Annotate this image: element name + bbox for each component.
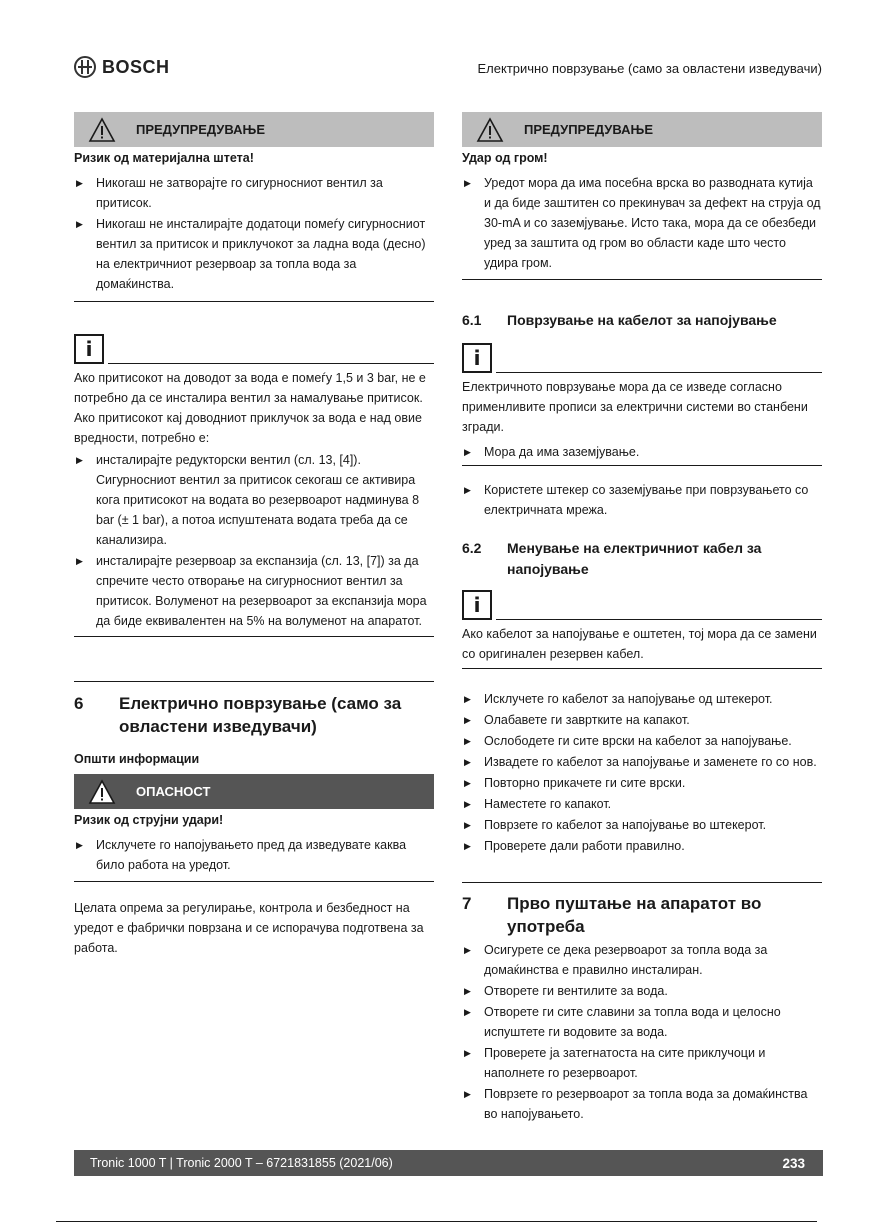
list-item: ▶ Ослободете ги сите врски на кабелот за напојување. bbox=[462, 731, 822, 751]
divider bbox=[74, 881, 434, 882]
list-item: ▶ Повторно прикачете ги сите врски. bbox=[462, 773, 822, 793]
warning-subtitle: Удар од гром! bbox=[462, 151, 548, 165]
left-column bbox=[74, 112, 434, 958]
info-header bbox=[74, 330, 434, 364]
list-item: ▶ Отворете ги вентилите за вода. bbox=[462, 981, 822, 1001]
list-item: ▶ Осигурете се дека резервоарот за топла вода за домаќинства е правилно инсталиран. bbox=[462, 940, 822, 980]
info-rule bbox=[496, 371, 822, 373]
warning-banner bbox=[74, 112, 434, 147]
list-item: ▶ Олабавете ги завртките на капакот. bbox=[462, 710, 822, 730]
info-text: Електричното поврзување мора да се изведе согласно применливите прописи за електрични системи во станбени згради. bbox=[462, 380, 808, 434]
section-heading bbox=[462, 538, 822, 580]
steps-list bbox=[462, 480, 822, 520]
section-heading bbox=[74, 692, 434, 738]
section-number: 6.2 bbox=[462, 540, 482, 556]
list-item: ▶ инсталирајте редукторски вентил (сл. 13, [4]). Сигурносниот вентил за притисок секогаш се активира кога притисокот на водата во резервоарот надминува 8 bar (± 1 bar), а потоа испуштената водата треба да се канализира. bbox=[74, 450, 434, 550]
list-item: ▶ Поврзете го резервоарот за топла вода за домаќинства во напојувањето. bbox=[462, 1084, 822, 1124]
subheading: Општи информации bbox=[74, 752, 200, 766]
section-heading bbox=[462, 892, 822, 938]
info-icon: i bbox=[74, 334, 104, 364]
info-list bbox=[74, 450, 434, 631]
list-item: ▶ Наместете го капакот. bbox=[462, 794, 822, 814]
closing-text: Целата опрема за регулирање, контрола и безбедност на уредот е фабрички поврзана и се испорачува подготвена за работа. bbox=[74, 901, 424, 955]
list-item: ▶ Исклучете го напојувањето пред да изведувате каква било работа на уредот. bbox=[74, 835, 434, 875]
page-header-title: Електрично поврзување (само за овластени изведувачи) bbox=[477, 61, 822, 76]
section-title: Прво пуштање на апаратот во употреба bbox=[507, 894, 762, 936]
section-number: 6 bbox=[74, 694, 84, 713]
page-number: 233 bbox=[782, 1155, 805, 1171]
list-item: ▶ Извадете го кабелот за напојување и заменете го со нов. bbox=[462, 752, 822, 772]
list-item: ▶ Исклучете го кабелот за напојување од штекерот. bbox=[462, 689, 822, 709]
list-item: ▶ Проверете ја затегнатоста на сите приклучоци и наполнете го резервоарот. bbox=[462, 1043, 822, 1083]
danger-subtitle: Ризик од струјни удари! bbox=[74, 813, 224, 827]
divider bbox=[462, 668, 822, 669]
list-item: ▶ Проверете дали работи правилно. bbox=[462, 836, 822, 856]
list-item: ▶ Користете штекер со заземјување при поврзувањето со електричната мрежа. bbox=[462, 480, 822, 520]
page-footer bbox=[74, 1150, 823, 1176]
list-item: ▶ Поврзете го кабелот за напојување во штекерот. bbox=[462, 815, 822, 835]
divider bbox=[74, 681, 434, 682]
divider bbox=[462, 882, 822, 883]
steps-list bbox=[462, 689, 822, 856]
info-text: Ако притисокот на доводот за вода е помеѓу 1,5 и 3 bar, не е потребно да се инсталира вентил за намалување притисок. Ако притисокот кај доводниот приклучок за вода е над овие вредности, потребно е: bbox=[74, 371, 426, 445]
info-text: Ако кабелот за напојување е оштетен, тој мора да се замени со оригинален резервен кабел. bbox=[462, 627, 817, 661]
danger-label: ОПАСНОСТ bbox=[136, 784, 211, 799]
divider bbox=[462, 465, 822, 466]
info-icon: i bbox=[462, 343, 492, 373]
info-rule bbox=[496, 618, 822, 620]
right-column bbox=[462, 112, 822, 1125]
danger-triangle-icon bbox=[88, 779, 116, 805]
section-title: Електрично поврзување (само за овластени изведувачи) bbox=[119, 694, 402, 736]
section-number: 6.1 bbox=[462, 312, 482, 328]
section-title: Менување на електричниот кабел за напојување bbox=[507, 540, 762, 577]
footer-text: Tronic 1000 T | Tronic 2000 T – 6721831855 (2021/06) bbox=[90, 1156, 393, 1170]
divider bbox=[462, 279, 822, 280]
list-item: ▶ Никогаш не инсталирајте додатоци помеѓу сигурносниот вентил за притисок и приклучокот за ладна вода (десно) на електричниот резервоар за топла вода за домаќинства. bbox=[74, 214, 434, 294]
section-number: 7 bbox=[462, 894, 472, 913]
section-title: Поврзување на кабелот за напојување bbox=[507, 312, 777, 328]
info-header bbox=[462, 586, 822, 620]
warning-list bbox=[462, 173, 822, 273]
danger-banner bbox=[74, 774, 434, 809]
danger-list bbox=[74, 835, 434, 875]
warning-subtitle: Ризик од материјална штета! bbox=[74, 151, 254, 165]
section-heading bbox=[462, 310, 822, 331]
info-icon: i bbox=[462, 590, 492, 620]
warning-triangle-icon bbox=[476, 117, 504, 143]
list-item: ▶ Мора да има заземјување. bbox=[462, 442, 822, 462]
divider bbox=[74, 301, 434, 302]
list-item: ▶ Уредот мора да има посебна врска во разводната кутија и да биде заштитен со прекинувач за дефект на струја од 30-mA и со заземјување. Исто така, мора да се обезбеди уред за заштита од гром во области каде што често удира гром. bbox=[462, 173, 822, 273]
warning-banner bbox=[462, 112, 822, 147]
warning-label: ПРЕДУПРЕДУВАЊЕ bbox=[136, 122, 265, 137]
warning-list bbox=[74, 173, 434, 294]
bottom-divider bbox=[56, 1221, 817, 1222]
bosch-armature-icon bbox=[74, 56, 96, 78]
list-item: ▶ Никогаш не затворајте го сигурносниот вентил за притисок. bbox=[74, 173, 434, 213]
list-item: ▶ инсталирајте резервоар за експанзија (сл. 13, [7]) за да спречите често отворање на сигурносниот вентил за притисок. Волуменот на резервоарот за експанзија мора да биде еквивалентен на 5% на волуменот на апаратот. bbox=[74, 551, 434, 631]
info-header bbox=[462, 339, 822, 373]
info-list bbox=[462, 442, 822, 462]
info-rule bbox=[108, 362, 434, 364]
steps-list bbox=[462, 940, 822, 1124]
brand-name: BOSCH bbox=[102, 56, 170, 77]
warning-label: ПРЕДУПРЕДУВАЊЕ bbox=[524, 122, 653, 137]
bosch-logo bbox=[74, 56, 170, 78]
list-item: ▶ Отворете ги сите славини за топла вода и целосно испуштете ги водовите за вода. bbox=[462, 1002, 822, 1042]
warning-triangle-icon bbox=[88, 117, 116, 143]
divider bbox=[74, 636, 434, 637]
